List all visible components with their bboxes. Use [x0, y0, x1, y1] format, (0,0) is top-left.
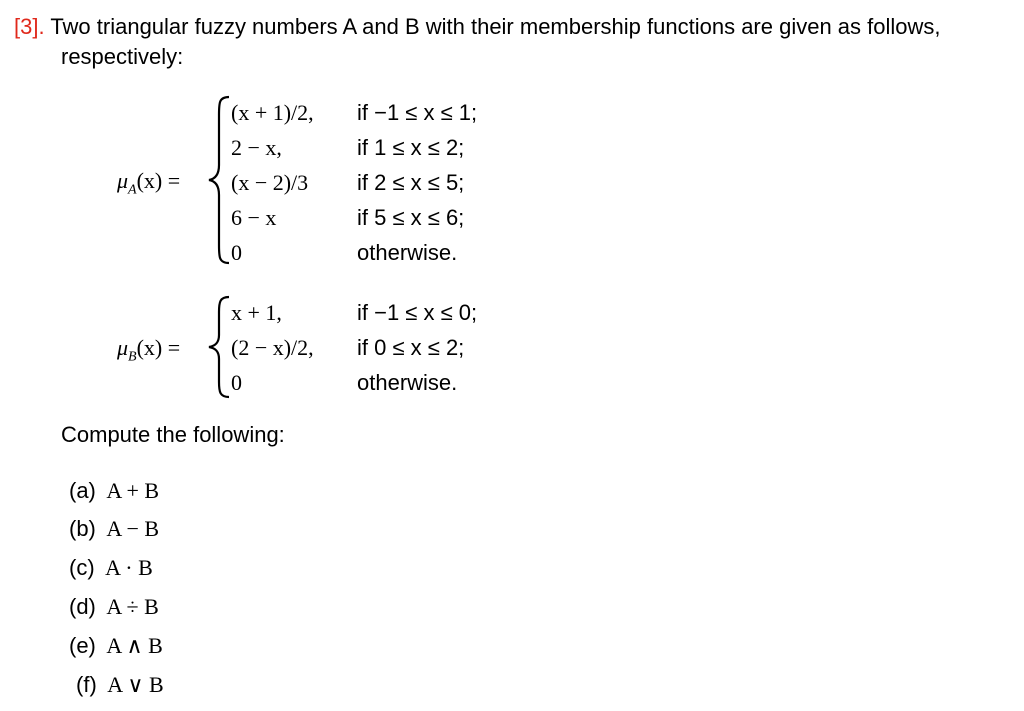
part-expr: A ∧ B [106, 633, 163, 658]
part-expr: A − B [106, 516, 160, 541]
part-item [69, 478, 159, 504]
mu-b-row-expr: x + 1, [231, 300, 282, 325]
mu-a-row-expr: (x + 1)/2, [231, 100, 314, 125]
problem-intro-line1: Two triangular fuzzy numbers A and B with their membership functions are given as follows, [50, 14, 941, 39]
mu-b-row-expr: (2 − x)/2, [231, 335, 314, 360]
part-item [69, 633, 163, 659]
mu-a-brace [207, 95, 231, 265]
problem-heading: [3]. Two triangular fuzzy numbers A and B with their membership functions are given as follows, [14, 14, 941, 39]
part-label: (c) [69, 555, 95, 580]
part-item [69, 555, 153, 581]
mu-a-row-cond: if −1 ≤ x ≤ 1; [357, 100, 478, 125]
part-expr: A ∨ B [107, 672, 164, 697]
part-expr: A · B [105, 555, 153, 580]
part-item [69, 516, 159, 542]
mu-a-lhs: $\mu_A(x)$ = [117, 168, 181, 198]
part-label: (f) [76, 672, 97, 697]
mu-a-row-expr: 6 − x [231, 205, 277, 230]
part-label: (e) [69, 633, 96, 658]
mu-b-row-cond: otherwise. [357, 370, 458, 395]
mu-a-row-cond: if 5 ≤ x ≤ 6; [357, 205, 465, 230]
mu-b-row-cond: if 0 ≤ x ≤ 2; [357, 335, 465, 360]
part-label: (b) [69, 516, 96, 541]
part-expr: A ÷ B [106, 594, 159, 619]
mu-a-row-cond: otherwise. [357, 240, 458, 265]
mu-a-row-cond: if 1 ≤ x ≤ 2; [357, 135, 465, 160]
mu-a-row-expr: 2 − x, [231, 135, 282, 160]
part-item [69, 594, 159, 620]
part-label: (a) [69, 478, 96, 503]
part-item [76, 672, 164, 698]
part-expr: A + B [106, 478, 160, 503]
problem-number: [3] [14, 14, 39, 39]
mu-a-row-expr: 0 [231, 240, 242, 265]
problem-intro-line2: respectively: [61, 44, 184, 69]
mu-b-brace [207, 295, 231, 399]
compute-label: Compute the following: [61, 422, 285, 447]
part-label: (d) [69, 594, 96, 619]
mu-b-row-cond: if −1 ≤ x ≤ 0; [357, 300, 478, 325]
mu-b-row-expr: 0 [231, 370, 242, 395]
mu-a-row-expr: (x − 2)/3 [231, 170, 309, 195]
mu-a-row-cond: if 2 ≤ x ≤ 5; [357, 170, 465, 195]
mu-b-lhs: $\mu_B(x)$ = [117, 335, 181, 365]
